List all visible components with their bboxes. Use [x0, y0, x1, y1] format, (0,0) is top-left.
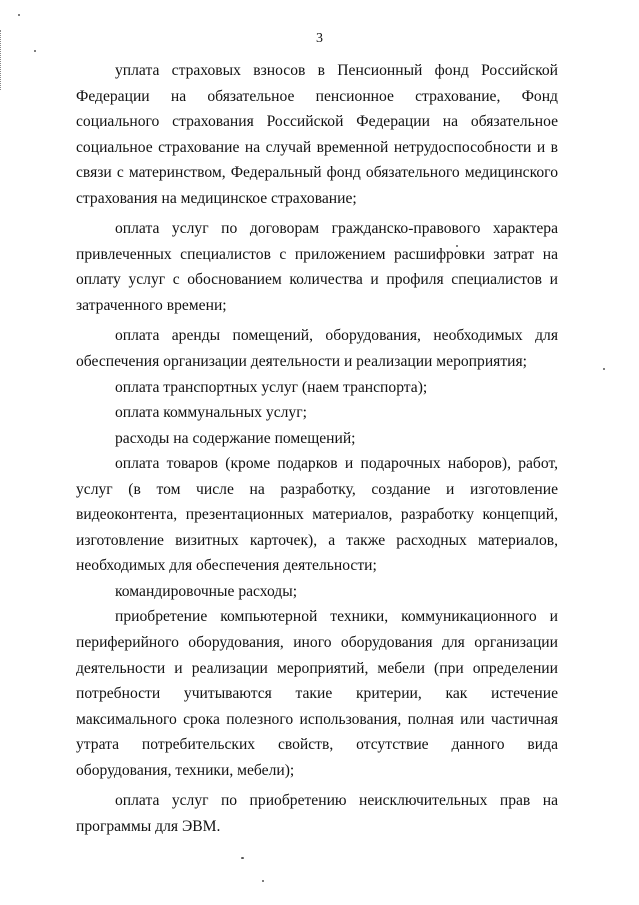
scan-speck [603, 368, 605, 370]
document-body [76, 58, 558, 839]
paragraph-transport: оплата транспортных услуг (наем транспорта); [115, 378, 428, 396]
scan-speck [241, 857, 244, 859]
paragraph-utilities: оплата коммунальных услуг; [115, 404, 307, 422]
paragraph-rent: оплата аренды помещений, оборудования, необходимых для обеспечения организации деятельности и реализации мероприятия; [76, 327, 558, 371]
paragraph-equipment: приобретение компьютерной техники, коммуникационного и периферийного оборудования, иного оборудования для организации деятельности и реализации мероприятий, мебели (при определении потребности учитываются такие критерии, как истечение максимального срока полезного использования, полная или частичная утрата потребительских свойств, отсутствие данного вида оборудования, техники, мебели); [76, 608, 558, 779]
paragraph-civil-contracts: оплата услуг по договорам гражданско-правового характера привлеченных специалистов с приложением расшифровки затрат на оплату услуг с обоснованием количества и профиля специалистов и затраченного времени; [76, 220, 558, 314]
page-number: 3 [316, 31, 323, 46]
scan-speck [262, 880, 264, 882]
paragraph-software-rights: оплата услуг по приобретению неисключительных прав на программы для ЭВМ. [76, 792, 558, 835]
paragraph-maintenance: расходы на содержание помещений; [115, 429, 356, 447]
scan-speck [34, 50, 36, 52]
paragraph-goods-services: оплата товаров (кроме подарков и подарочных наборов), работ, услуг (в том числе на разработку, создание и изготовление видеоконтента, презентационных материалов, разработку концепций, изготовление визитных карточек), а также расходных материалов, необходимых для обеспечения деятельности; [76, 455, 558, 575]
paragraph-travel: командировочные расходы; [115, 582, 298, 600]
paragraph-insurance-contributions: уплата страховых взносов в Пенсионный фонд Российской Федерации на обязательное пенсионное страхование, Фонд социального страхования Российской Федерации на обязательное социальное страхование на случай временной нетрудоспособности и в связи с материнством, Федеральный фонд обязательного медицинского страхования на медицинское страхование; [76, 62, 558, 207]
scan-speck [18, 14, 20, 16]
